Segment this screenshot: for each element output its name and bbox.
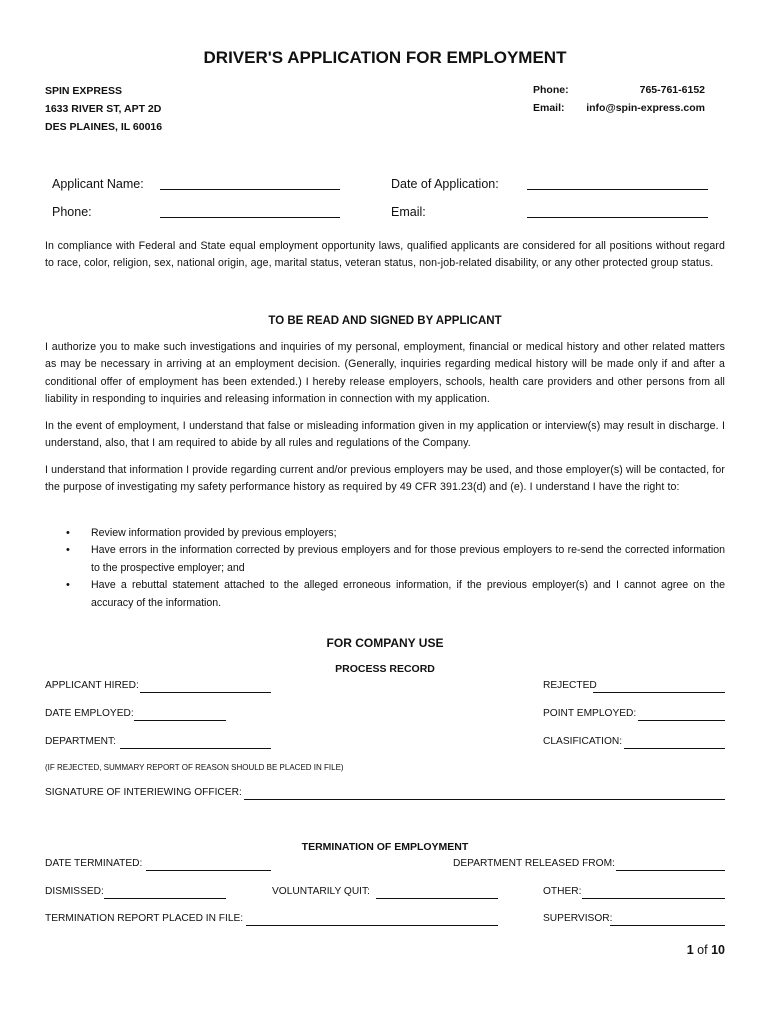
company-address-line2: DES PLAINES, IL 60016: [45, 121, 163, 133]
interviewing-officer-signature-label: SIGNATURE OF INTERIEWING OFFICER:: [45, 787, 242, 798]
supervisor-field[interactable]: [610, 925, 725, 926]
termination-heading: TERMINATION OF EMPLOYMENT: [301, 841, 469, 853]
page-of: of: [697, 943, 708, 957]
process-record-heading: PROCESS RECORD: [335, 663, 435, 675]
applicant-phone-label: Phone:: [52, 205, 92, 219]
date-terminated-label: DATE TERMINATED:: [45, 858, 143, 869]
page-indicator: [687, 943, 725, 957]
company-phone: 765-761-6152: [639, 84, 705, 96]
company-use-heading: FOR COMPANY USE: [326, 636, 444, 650]
point-employed-field[interactable]: [638, 720, 725, 721]
authorization-paragraph: I authorize you to make such investigations and inquiries of my personal, employment, financial or medical history and other related matters as may be necessary in arriving at an employment decision. (Generally, inquiries regarding medical history will be made only if and after a conditional offer of employment has been extended.) I hereby release employers, schools, health care providers and other persons from all liability in responding to inquiries and releasing information in connection with my application.: [45, 341, 725, 406]
previous-employers-paragraph: I understand that information I provide regarding current and/or previous employers may be used, and those employer(s) will be contacted, for the purpose of investigating my safety performance history as required by 49 CFR 391.23(d) and (e). I understand I have the right to:: [45, 464, 725, 494]
termination-report-label: TERMINATION REPORT PLACED IN FILE:: [45, 913, 244, 924]
equal-opportunity-statement: In compliance with Federal and State equal employment opportunity laws, qualified applicants are considered for all positions without regard to race, color, religion, sex, national origin, age, marital status, veteran status, non-job-related disability, or any other protected group status.: [45, 240, 725, 270]
list-item: • Have errors in the information corrected by previous employers and for those previous employers to re-send the corrected information to the prospective employer; and: [66, 542, 725, 577]
applicant-name-label: Applicant Name:: [52, 177, 144, 191]
interviewing-officer-signature-field[interactable]: [244, 799, 725, 800]
clasification-field[interactable]: [624, 748, 725, 749]
applicant-email-label: Email:: [391, 205, 426, 219]
date-employed-field[interactable]: [134, 720, 226, 721]
dismissed-field[interactable]: [104, 898, 226, 899]
applicant-hired-label: APPLICANT HIRED:: [45, 680, 139, 691]
other-field[interactable]: [582, 898, 725, 899]
voluntarily-quit-label: VOLUNTARILY QUIT:: [272, 886, 370, 897]
company-phone-label: Phone:: [533, 84, 569, 96]
applicant-email-field[interactable]: [527, 217, 708, 218]
date-terminated-field[interactable]: [146, 870, 271, 871]
list-item: • Have a rebuttal statement attached to the alleged erroneous information, if the previous employer(s) and I cannot agree on the accuracy of the information.: [66, 577, 725, 612]
company-email-label: Email:: [533, 102, 565, 114]
rejected-note: (IF REJECTED, SUMMARY REPORT OF REASON SHOULD BE PLACED IN FILE): [45, 763, 344, 772]
list-item: • Review information provided by previous employers;: [66, 525, 725, 542]
clasification-label: CLASIFICATION:: [543, 736, 623, 747]
applicant-hired-field[interactable]: [140, 692, 271, 693]
applicant-phone-field[interactable]: [160, 217, 340, 218]
company-name: SPIN EXPRESS: [45, 85, 123, 97]
page-title: DRIVER'S APPLICATION FOR EMPLOYMENT: [203, 48, 567, 67]
dismissed-label: DISMISSED:: [45, 886, 104, 897]
other-label: OTHER:: [543, 886, 582, 897]
rights-list: [66, 525, 725, 612]
application-date-label: Date of Application:: [391, 177, 499, 191]
read-and-sign-heading: TO BE READ AND SIGNED BY APPLICANT: [268, 315, 502, 327]
termination-report-field[interactable]: [246, 925, 498, 926]
applicant-name-field[interactable]: [160, 189, 340, 190]
employment-paragraph: In the event of employment, I understand that false or misleading information given in my application or interview(s) may result in discharge. I understand, also, that I am required to abide by all rules and regulations of the Company.: [45, 420, 725, 450]
company-email[interactable]: info@spin-express.com: [586, 102, 705, 114]
date-employed-label: DATE EMPLOYED:: [45, 708, 134, 719]
voluntarily-quit-field[interactable]: [376, 898, 498, 899]
department-field[interactable]: [120, 748, 271, 749]
point-employed-label: POINT EMPLOYED:: [543, 708, 637, 719]
rejected-field[interactable]: [593, 692, 725, 693]
page-current: 1: [686, 943, 694, 957]
company-address-line1: 1633 RIVER ST, APT 2D: [45, 103, 162, 115]
rejected-label: REJECTED: [543, 680, 597, 691]
department-label: DEPARTMENT:: [45, 736, 116, 747]
application-date-field[interactable]: [527, 189, 708, 190]
supervisor-label: SUPERVISOR:: [543, 913, 613, 924]
page-total: 10: [711, 943, 725, 957]
department-released-field[interactable]: [616, 870, 725, 871]
department-released-label: DEPARTMENT RELEASED FROM:: [453, 858, 615, 869]
